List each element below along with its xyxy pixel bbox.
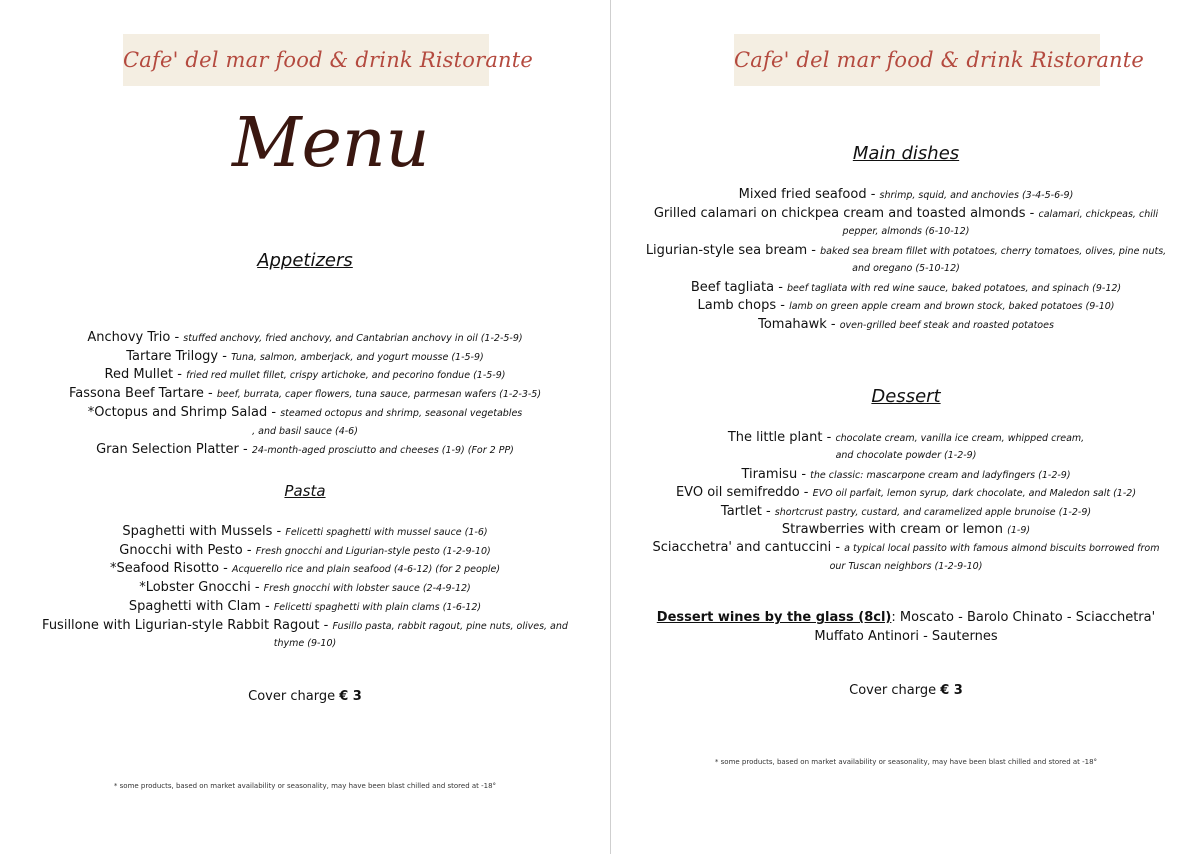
menu-item-separator: - xyxy=(831,540,845,556)
menu-item-separator: - xyxy=(173,367,187,383)
menu-item xyxy=(612,241,1200,261)
menu-item-separator: - xyxy=(799,485,813,501)
dessert-wines-label: Dessert wines by the glass (8cl) xyxy=(656,610,892,625)
menu-item-separator: - xyxy=(219,561,233,577)
menu-item xyxy=(0,328,610,348)
menu-item-separator: - xyxy=(797,466,811,482)
menu-item-name: Lamb chops xyxy=(697,298,777,313)
menu-item-name: Anchovy Trio xyxy=(87,330,171,345)
menu-item-separator: - xyxy=(242,542,256,558)
menu-item-description: EVO oil parfait, lemon syrup, dark chocolate, and Maledon salt (1-2) xyxy=(812,488,1137,500)
menu-item-name: Tiramisu xyxy=(741,466,798,482)
menu-item-separator: - xyxy=(272,524,286,539)
menu-item-name: Sciacchetra' and cantuccini xyxy=(652,540,832,556)
menu-item xyxy=(0,634,610,653)
menu-item-description: Felicetti spaghetti with mussel sauce (1-6) xyxy=(285,527,488,538)
menu-item-name: Fusillone with Ligurian-style Rabbit Ragout xyxy=(42,617,320,633)
menu-item-separator: - xyxy=(260,598,274,614)
menu-item-name: Spaghetti with Clam xyxy=(128,598,261,614)
dessert-heading: Dessert xyxy=(871,386,941,407)
menu-item xyxy=(0,578,610,598)
menu-item-name: EVO oil semifreddo xyxy=(675,485,800,501)
menu-item-name: Strawberries with cream or lemon xyxy=(781,522,1004,537)
menu-item xyxy=(612,465,1200,485)
menu-item-description: chocolate cream, vanilla ice cream, whipped cream, xyxy=(835,433,1085,444)
menu-item-description: shortcrust pastry, custard, and caramelized apple brunoise (1-2-9) xyxy=(774,506,1092,518)
menu-item-name: Tartare Trilogy xyxy=(126,348,219,364)
menu-item xyxy=(0,559,610,579)
restaurant-banner: Cafe' del mar food & drink Ristorante xyxy=(734,34,1100,86)
menu-item-name: Grilled calamari on chickpea cream and toasted almonds xyxy=(653,205,1026,221)
menu-item-separator: - xyxy=(170,330,184,345)
menu-item xyxy=(0,422,610,441)
menu-item-description: , and basil sauce (4-6) xyxy=(252,425,358,437)
menu-item-separator: - xyxy=(776,298,790,313)
menu-item-description: 24-month-aged prosciutto and cheeses (1-9) (For 2 PP) xyxy=(251,445,514,457)
menu-item-description: Fresh gnocchi with lobster sauce (2-4-9-12) xyxy=(263,583,471,595)
menu-item-name: Gnocchi with Pesto xyxy=(119,542,243,558)
menu-item-separator: - xyxy=(319,617,333,633)
menu-item-description: baked sea bream fillet with potatoes, cherry tomatoes, olives, pine nuts, xyxy=(820,245,1167,257)
menu-item xyxy=(612,185,1200,205)
menu-item-description: thyme (9-10) xyxy=(273,638,337,650)
menu-item-description: pepper, almonds (6-10-12) xyxy=(842,226,970,237)
page-divider xyxy=(610,0,611,854)
menu-item xyxy=(0,597,610,617)
menu-item-name: Spaghetti with Mussels xyxy=(122,524,273,539)
cover-charge-price: € 3 xyxy=(940,683,963,698)
menu-item xyxy=(612,296,1200,316)
cover-charge-price: € 3 xyxy=(339,689,362,704)
dessert-wines-list: : Moscato - Barolo Chinato - Sciacchetra' xyxy=(891,610,1156,625)
menu-item-description: steamed octopus and shrimp, seasonal vegetables xyxy=(280,407,523,419)
menu-item-name: Ligurian-style sea bream xyxy=(645,242,808,258)
menu-item-name: Mixed fried seafood xyxy=(738,187,867,202)
menu-item-description: Fusillo pasta, rabbit ragout, pine nuts, olives, and xyxy=(332,620,568,632)
menu-item-description: beef tagliata with red wine sauce, baked potatoes, and spinach (9-12) xyxy=(787,282,1122,294)
menu-item-description: stuffed anchovy, fried anchovy, and Cantabrian anchovy in oil (1-2-5-9) xyxy=(183,333,523,344)
menu-item xyxy=(612,483,1200,503)
menu-item-name: Tomahawk xyxy=(758,316,827,332)
menu-item-description: lamb on green apple cream and brown stock, baked potatoes (9-10) xyxy=(789,301,1115,312)
menu-item xyxy=(612,502,1200,522)
menu-item xyxy=(0,522,610,542)
menu-item-description: beef, burrata, caper flowers, tuna sauce, parmesan wafers (1-2-3-5) xyxy=(216,389,542,401)
menu-item xyxy=(612,315,1200,335)
menu-item xyxy=(612,278,1200,298)
footnote: * some products, based on market availability or seasonality, may have been blast chilled and stored at -18° xyxy=(714,758,1098,766)
menu-item-name: *Lobster Gnocchi xyxy=(139,580,251,596)
menu-item-description: Acquerello rice and plain seafood (4-6-12) (for 2 people) xyxy=(232,564,501,576)
menu-item-separator: - xyxy=(203,386,217,402)
cover-charge-label: Cover charge xyxy=(849,683,941,698)
menu-item-name: Red Mullet xyxy=(104,367,174,383)
menu-item-name: Gran Selection Platter xyxy=(96,442,239,458)
menu-item xyxy=(612,428,1200,448)
menu-item-description: calamari, chickpeas, chili xyxy=(1038,208,1159,220)
menu-item-separator: - xyxy=(866,187,880,202)
menu-item xyxy=(0,347,610,367)
menu-item-description: and oregano (5-10-12) xyxy=(852,263,960,274)
menu-title: Menu xyxy=(232,104,430,183)
menu-item xyxy=(612,259,1200,278)
menu-item xyxy=(612,446,1200,465)
footnote: * some products, based on market availability or seasonality, may have been blast chilled and stored at -18° xyxy=(113,782,497,790)
menu-item-separator: - xyxy=(826,316,840,332)
menu-item xyxy=(0,403,610,423)
menu-item-description: Felicetti spaghetti with plain clams (1-6-12) xyxy=(273,601,482,613)
menu-item xyxy=(0,384,610,404)
menu-item xyxy=(612,557,1200,576)
restaurant-banner: Cafe' del mar food & drink Ristorante xyxy=(123,34,489,86)
dessert-wines-line-2: Muffato Antinori - Sauternes xyxy=(814,629,998,644)
menu-item-name: *Seafood Risotto xyxy=(109,561,220,577)
menu-item-description: a typical local passito with famous almond biscuits borrowed from xyxy=(844,543,1160,555)
menu-item-description: shrimp, squid, and anchovies (3-4-5-6-9) xyxy=(879,190,1074,201)
menu-item-description: oven-grilled beef steak and roasted potatoes xyxy=(839,319,1054,331)
menu-item xyxy=(0,365,610,385)
menu-item-separator: - xyxy=(1025,205,1039,221)
pasta-heading: Pasta xyxy=(284,482,326,500)
cover-charge xyxy=(0,689,610,704)
menu-item xyxy=(612,204,1200,224)
menu-item-separator: - xyxy=(774,279,788,295)
menu-item xyxy=(612,520,1200,540)
main-dishes-heading: Main dishes xyxy=(852,143,960,164)
menu-item xyxy=(0,440,610,460)
menu-item-description: the classic: mascarpone cream and ladyfingers (1-2-9) xyxy=(810,469,1071,481)
menu-item-separator: - xyxy=(822,430,836,445)
menu-item xyxy=(0,616,610,636)
menu-item-description: and chocolate powder (1-2-9) xyxy=(835,450,977,462)
cover-charge-label: Cover charge xyxy=(248,689,340,704)
menu-item-separator: - xyxy=(267,404,281,420)
menu-item xyxy=(612,222,1200,241)
menu-item-name: Fassona Beef Tartare xyxy=(68,386,204,402)
menu-item-name: Tartlet xyxy=(720,503,762,519)
menu-item xyxy=(612,538,1200,558)
menu-item-separator: - xyxy=(807,242,821,258)
menu-item-name: Beef tagliata xyxy=(690,279,775,295)
menu-item-name: *Octopus and Shrimp Salad xyxy=(87,404,268,420)
menu-item-separator: - xyxy=(218,348,232,364)
menu-item-description: Tuna, salmon, amberjack, and yogurt mousse (1-5-9) xyxy=(231,351,484,363)
menu-page-right xyxy=(612,0,1200,854)
menu-item-description: our Tuscan neighbors (1-2-9-10) xyxy=(829,560,983,572)
menu-item-name: The little plant xyxy=(727,430,823,445)
menu-item-separator: - xyxy=(250,580,264,596)
menu-item-separator: - xyxy=(238,442,252,458)
menu-item-description: fried red mullet fillet, crispy artichoke, and pecorino fondue (1-5-9) xyxy=(186,370,506,382)
menu-item-separator: - xyxy=(761,503,775,519)
menu-item-description: Fresh gnocchi and Ligurian-style pesto (1-2-9-10) xyxy=(255,545,491,557)
menu-item xyxy=(0,541,610,561)
appetizers-heading: Appetizers xyxy=(257,250,353,271)
dessert-wines-line xyxy=(612,608,1200,627)
cover-charge xyxy=(612,683,1200,698)
menu-item-description: (1-9) xyxy=(1007,525,1031,536)
